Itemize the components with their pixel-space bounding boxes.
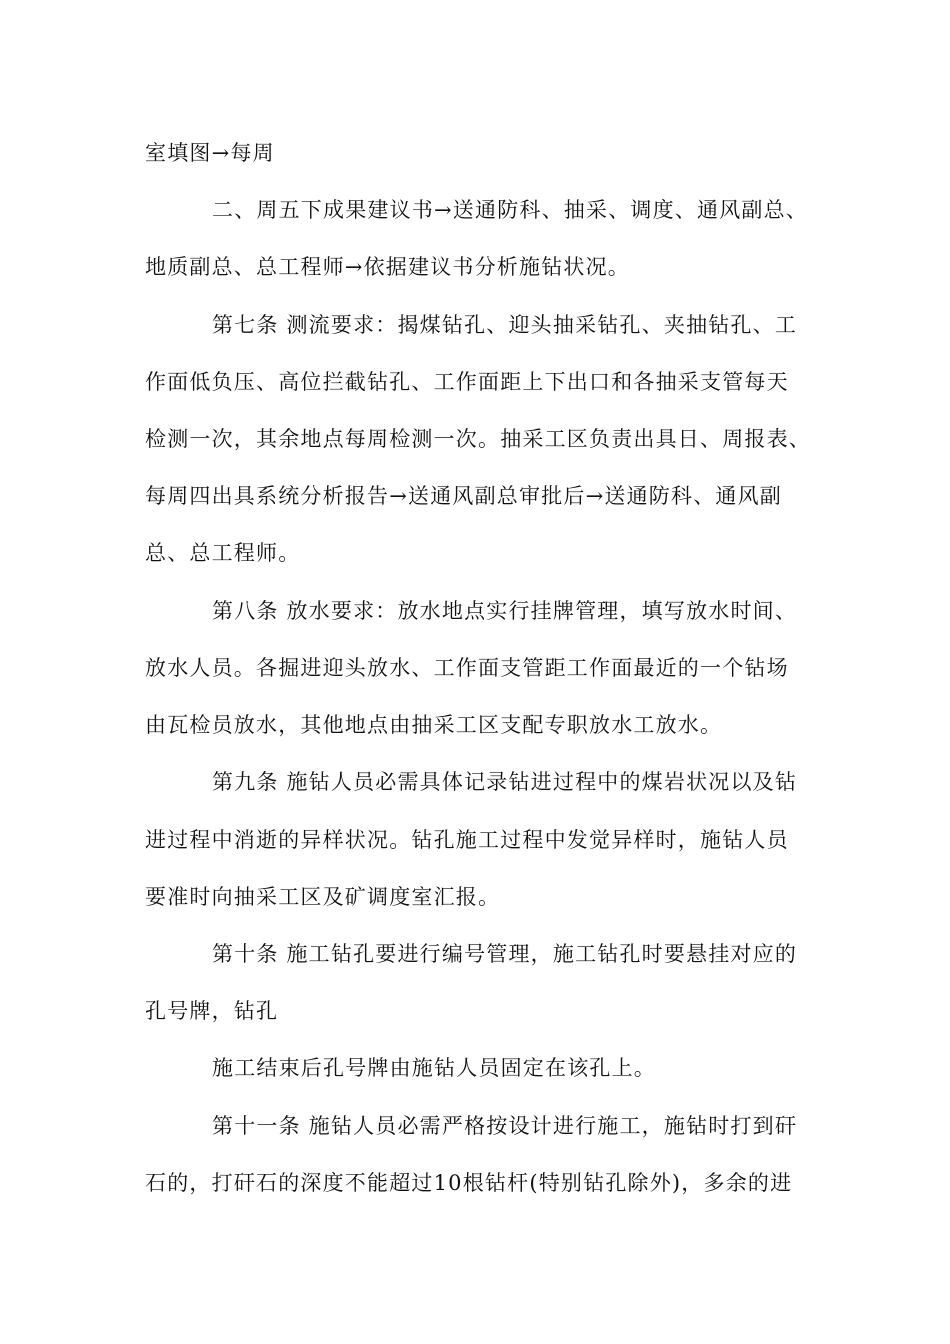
text-line: 由瓦检员放水，其他地点由抽采工区支配专职放水工放水。	[145, 713, 723, 737]
text-line: 每周四出具系统分析报告→送通风副总审批后→送通防科、通风副	[145, 484, 782, 508]
text-line: 孔号牌，钻孔	[145, 999, 279, 1023]
text-line: 作面低负压、高位拦截钻孔、工作面距上下出口和各抽采支管每天	[145, 370, 789, 394]
text-line: 石的，打矸石的深度不能超过10根钻杆(特别钻孔除外)，多余的进	[145, 1171, 793, 1195]
text-line: 要准时向抽采工区及矿调度室汇报。	[145, 885, 501, 909]
text-line: 第七条 测流要求：揭煤钻孔、迎头抽采钻孔、夹抽钻孔、工	[212, 313, 798, 337]
text-line: 第八条 放水要求：放水地点实行挂牌管理，填写放水时间、	[212, 599, 798, 623]
text-line: 室填图→每周	[145, 141, 275, 165]
text-line: 二、周五下成果建议书→送通防科、抽采、调度、通风副总、	[212, 198, 808, 222]
text-line: 检测一次，其余地点每周检测一次。抽采工区负责出具日、周报表、	[145, 427, 811, 451]
text-line: 放水人员。各掘进迎头放水、工作面支管距工作面最近的一个钻场	[145, 656, 789, 680]
text-line: 地质副总、总工程师→依据建议书分析施钻状况。	[145, 255, 630, 279]
text-line: 总、总工程师。	[145, 541, 301, 565]
text-line: 第九条 施钻人员必需具体记录钻进过程中的煤岩状况以及钻	[212, 770, 798, 794]
text-line: 进过程中消逝的异样状况。钻孔施工过程中发觉异样时，施钻人员	[145, 828, 789, 852]
text-line: 施工结束后孔号牌由施钻人员固定在该孔上。	[212, 1056, 656, 1080]
text-line: 第十条 施工钻孔要进行编号管理，施工钻孔时要悬挂对应的	[212, 942, 798, 966]
text-line: 第十一条 施钻人员必需严格按设计进行施工，施钻时打到矸	[212, 1114, 798, 1138]
